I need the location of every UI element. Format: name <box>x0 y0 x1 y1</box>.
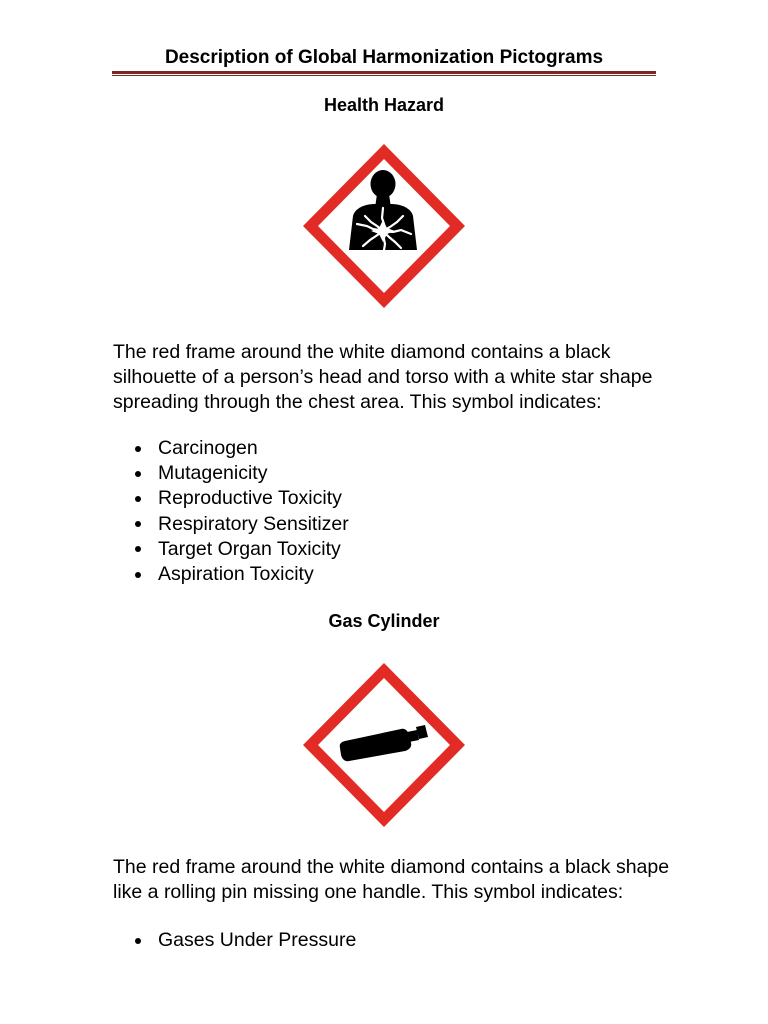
gas-cylinder-list <box>113 928 356 953</box>
bullet-icon <box>135 471 141 477</box>
list-item <box>113 562 349 587</box>
list-item-text: Aspiration Toxicity <box>158 563 314 586</box>
list-item <box>113 928 356 953</box>
list-item-text: Gases Under Pressure <box>158 929 357 951</box>
list-item-text: Target Organ Toxicity <box>158 537 341 560</box>
list-item-text: Mutagenicity <box>158 462 268 485</box>
title-divider <box>112 71 656 76</box>
document-title: Description of Global Harmonization Pictograms <box>164 47 604 68</box>
bullet-icon <box>135 546 141 552</box>
bullet-icon <box>135 446 141 452</box>
section-heading-health-hazard: Health Hazard <box>323 95 445 115</box>
list-item <box>113 461 349 486</box>
bullet-icon <box>135 572 141 578</box>
gas-cylinder-description: The red frame around the white diamond contains a black shape like a rolling pin missing one handle. This symbol indicates: <box>113 856 670 903</box>
bullet-icon <box>135 521 141 527</box>
list-item <box>113 436 349 461</box>
section-heading-gas-cylinder: Gas Cylinder <box>328 611 440 631</box>
list-item-text: Reproductive Toxicity <box>158 487 342 510</box>
health-hazard-list <box>113 436 349 587</box>
list-item-text: Respiratory Sensitizer <box>158 512 349 535</box>
bullet-icon <box>135 938 141 944</box>
list-item <box>113 512 349 537</box>
bullet-icon <box>135 496 141 502</box>
list-item <box>113 537 349 562</box>
gas-cylinder-icon <box>299 655 469 835</box>
health-hazard-icon <box>299 136 469 316</box>
health-hazard-description: The red frame around the white diamond contains a black silhouette of a person’s head and torso with a white star shape spreading through the chest area. This symbol indicates: <box>113 341 653 413</box>
list-item-text: Carcinogen <box>158 437 258 459</box>
list-item <box>113 486 349 511</box>
